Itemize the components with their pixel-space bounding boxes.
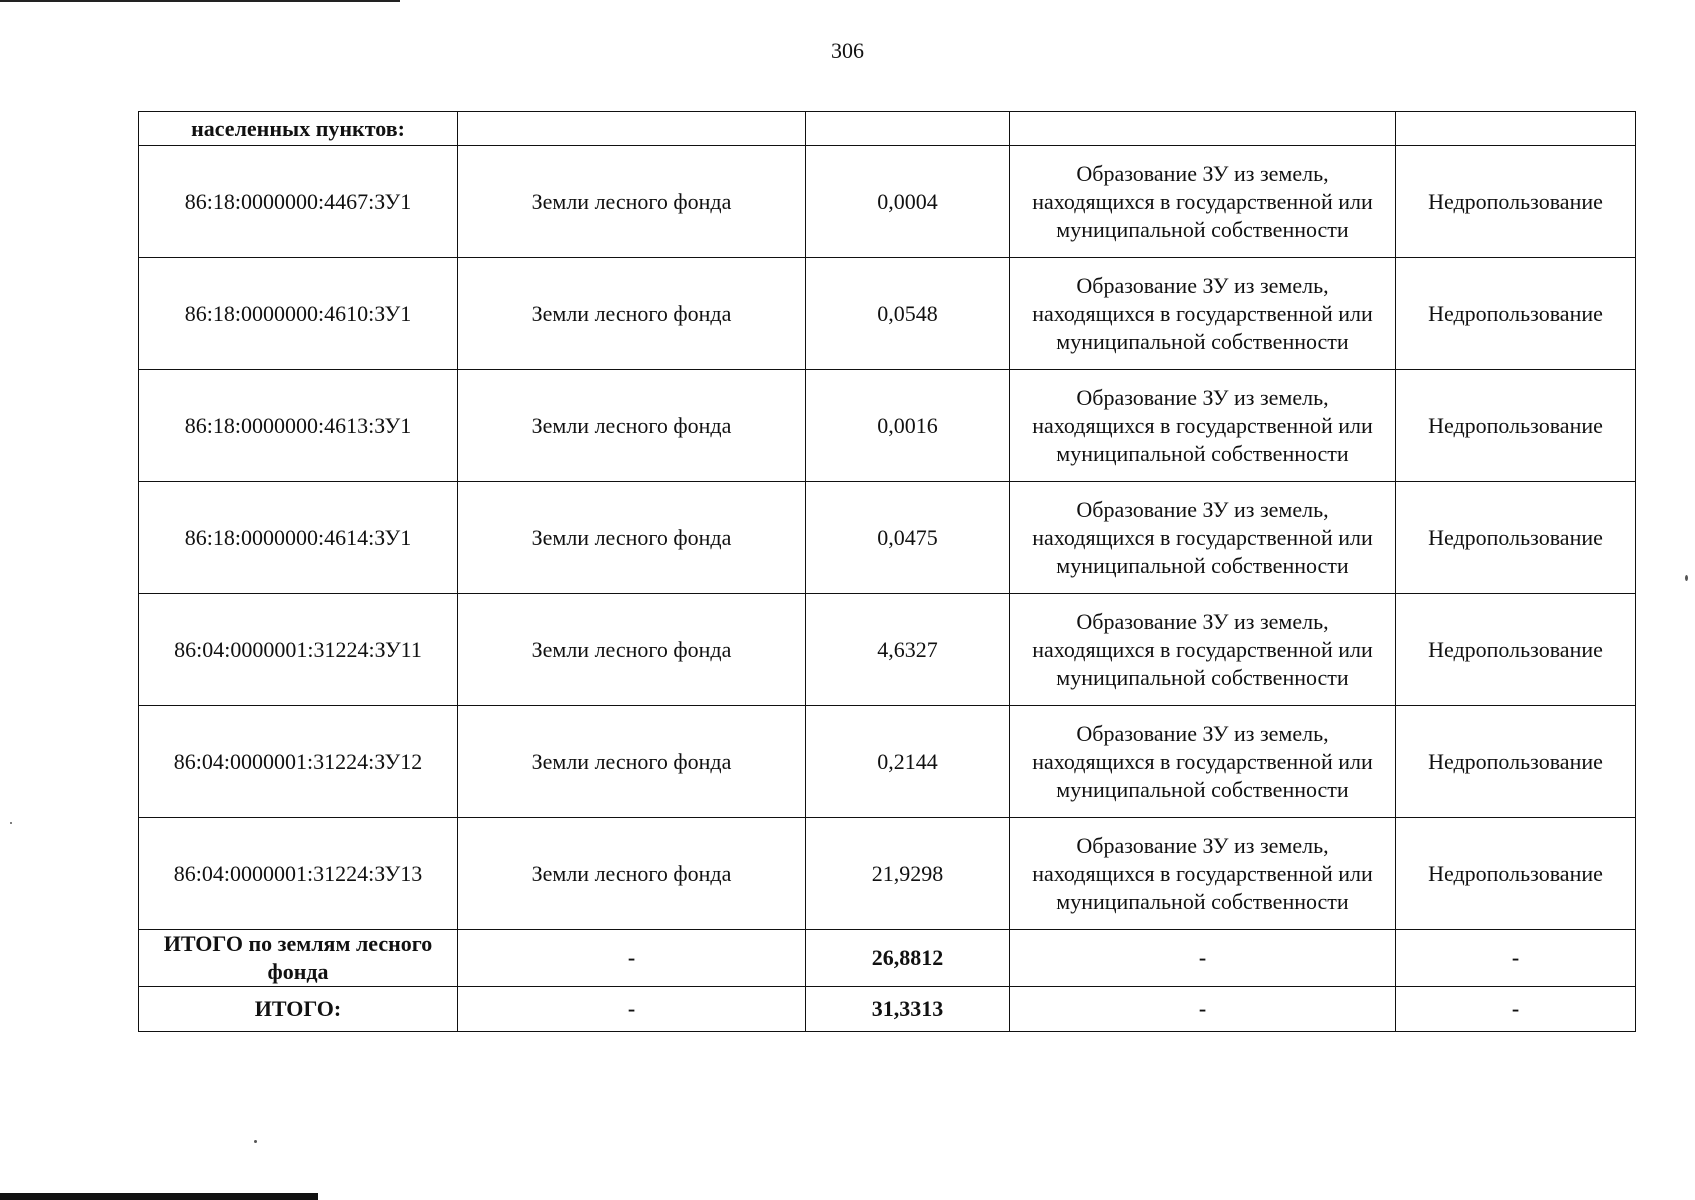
land-category-cell: Земли лесного фонда	[458, 146, 806, 258]
area-cell: 0,0548	[806, 258, 1010, 370]
basis-cell: Образование ЗУ из земель, находящихся в государственной или муниципальной собственности	[1010, 818, 1396, 930]
subtotal-basis: -	[1010, 930, 1396, 987]
total-basis: -	[1010, 987, 1396, 1032]
permitted-use-cell: Недропользование	[1396, 706, 1636, 818]
section-label: населенных пунктов:	[139, 112, 458, 146]
table-header-row	[139, 112, 1636, 146]
cadastral-number-cell: 86:18:0000000:4610:ЗУ1	[139, 258, 458, 370]
land-category-cell: Земли лесного фонда	[458, 482, 806, 594]
basis-cell: Образование ЗУ из земель, находящихся в государственной или муниципальной собственности	[1010, 482, 1396, 594]
empty-cell	[1010, 112, 1396, 146]
permitted-use-cell: Недропользование	[1396, 818, 1636, 930]
scan-speck	[10, 822, 12, 824]
land-plots-table	[138, 111, 1636, 1032]
table-row	[139, 594, 1636, 706]
cadastral-number-cell: 86:04:0000001:31224:ЗУ11	[139, 594, 458, 706]
table-row	[139, 146, 1636, 258]
basis-cell: Образование ЗУ из земель, находящихся в государственной или муниципальной собственности	[1010, 370, 1396, 482]
scan-edge-line	[0, 1193, 318, 1200]
cadastral-number-cell: 86:18:0000000:4613:ЗУ1	[139, 370, 458, 482]
cadastral-number-cell: 86:18:0000000:4467:ЗУ1	[139, 146, 458, 258]
scan-speck	[1685, 575, 1688, 581]
permitted-use-cell: Недропользование	[1396, 146, 1636, 258]
land-category-cell: Земли лесного фонда	[458, 258, 806, 370]
table-row	[139, 818, 1636, 930]
cadastral-number-cell: 86:04:0000001:31224:ЗУ12	[139, 706, 458, 818]
basis-cell: Образование ЗУ из земель, находящихся в государственной или муниципальной собственности	[1010, 146, 1396, 258]
table-row	[139, 706, 1636, 818]
area-cell: 0,2144	[806, 706, 1010, 818]
cadastral-number-cell: 86:04:0000001:31224:ЗУ13	[139, 818, 458, 930]
land-category-cell: Земли лесного фонда	[458, 706, 806, 818]
total-use: -	[1396, 987, 1636, 1032]
table-row	[139, 258, 1636, 370]
total-category: -	[458, 987, 806, 1032]
total-row	[139, 987, 1636, 1032]
subtotal-use: -	[1396, 930, 1636, 987]
land-category-cell: Земли лесного фонда	[458, 818, 806, 930]
subtotal-label: ИТОГО по землям лесного фонда	[139, 930, 458, 987]
basis-cell: Образование ЗУ из земель, находящихся в государственной или муниципальной собственности	[1010, 594, 1396, 706]
area-cell: 0,0016	[806, 370, 1010, 482]
page-number: 306	[831, 38, 864, 63]
area-cell: 0,0475	[806, 482, 1010, 594]
basis-cell: Образование ЗУ из земель, находящихся в государственной или муниципальной собственности	[1010, 706, 1396, 818]
total-label: ИТОГО:	[139, 987, 458, 1032]
area-cell: 4,6327	[806, 594, 1010, 706]
empty-cell	[1396, 112, 1636, 146]
land-category-cell: Земли лесного фонда	[458, 594, 806, 706]
total-area: 31,3313	[806, 987, 1010, 1032]
scan-edge-line	[0, 0, 400, 2]
area-cell: 0,0004	[806, 146, 1010, 258]
permitted-use-cell: Недропользование	[1396, 370, 1636, 482]
table-row	[139, 370, 1636, 482]
empty-cell	[458, 112, 806, 146]
subtotal-category: -	[458, 930, 806, 987]
subtotal-row	[139, 930, 1636, 987]
area-cell: 21,9298	[806, 818, 1010, 930]
permitted-use-cell: Недропользование	[1396, 258, 1636, 370]
permitted-use-cell: Недропользование	[1396, 482, 1636, 594]
cadastral-number-cell: 86:18:0000000:4614:ЗУ1	[139, 482, 458, 594]
basis-cell: Образование ЗУ из земель, находящихся в государственной или муниципальной собственности	[1010, 258, 1396, 370]
scan-speck	[254, 1140, 257, 1143]
permitted-use-cell: Недропользование	[1396, 594, 1636, 706]
table-row	[139, 482, 1636, 594]
land-category-cell: Земли лесного фонда	[458, 370, 806, 482]
empty-cell	[806, 112, 1010, 146]
subtotal-area: 26,8812	[806, 930, 1010, 987]
